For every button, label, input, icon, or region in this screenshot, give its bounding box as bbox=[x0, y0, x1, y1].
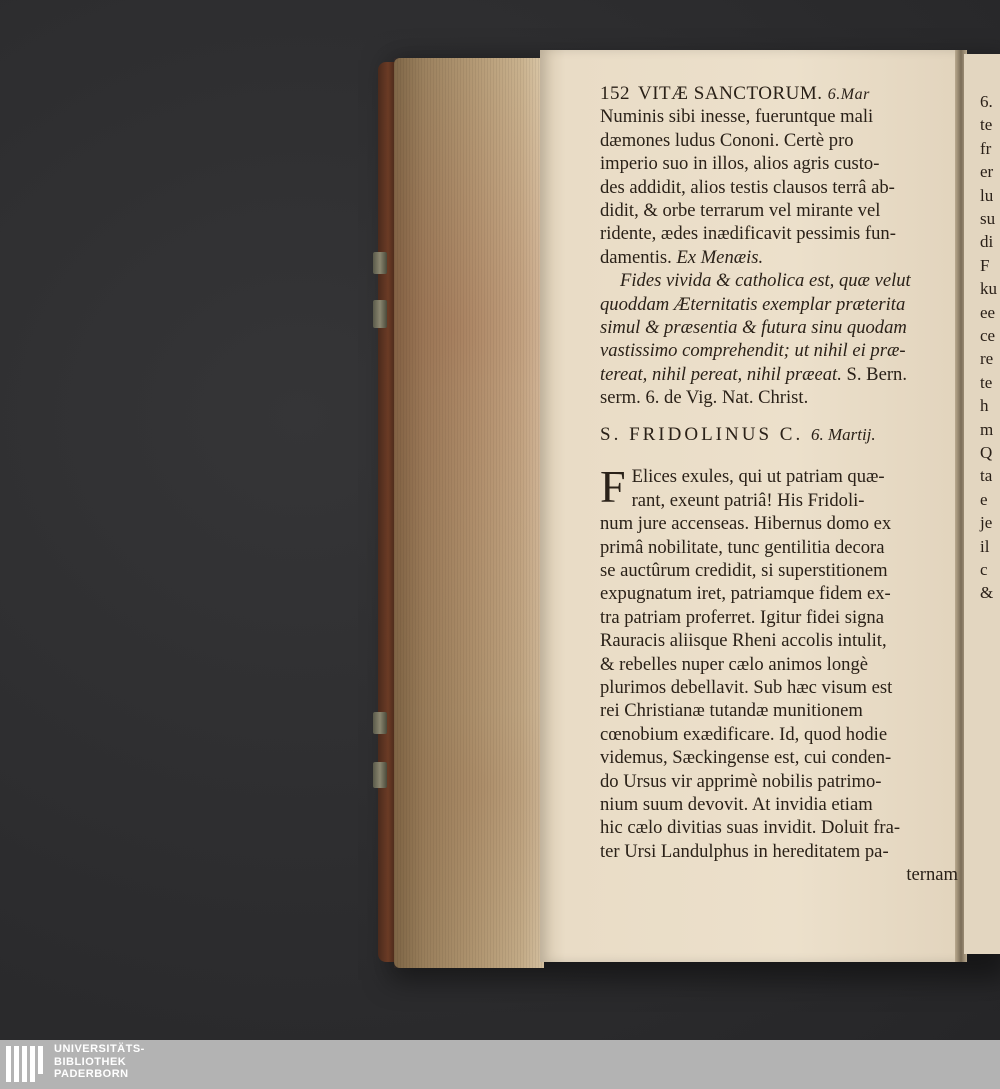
facing-text-fragment: re bbox=[980, 349, 994, 369]
running-title: VITÆ SANCTORUM. bbox=[638, 83, 823, 104]
text-line bbox=[600, 246, 958, 269]
facing-text-fragment: 6. bbox=[980, 92, 993, 111]
text-line: rei Christianæ tutandæ munitionem bbox=[600, 700, 863, 722]
facing-text-fragment: & bbox=[980, 583, 994, 603]
clasp-icon bbox=[373, 252, 387, 274]
facing-text-fragment: F bbox=[980, 255, 990, 275]
page-edges bbox=[394, 58, 544, 968]
running-header bbox=[600, 82, 958, 105]
quote-line: vastissimo comprehendit; ut nihil ei præ- bbox=[600, 340, 906, 362]
facing-text-fragment: ta bbox=[980, 466, 993, 486]
library-name-line: UNIVERSITÄTS- bbox=[54, 1043, 145, 1055]
quote-fragment: tereat, nihil pereat, nihil præeat. bbox=[600, 363, 842, 385]
facing-text-fragment: h bbox=[980, 396, 989, 416]
facing-text-fragment: je bbox=[980, 513, 993, 533]
facing-page bbox=[964, 54, 1000, 954]
facing-text-fragment: ee bbox=[980, 302, 996, 322]
clasp-icon bbox=[373, 762, 387, 788]
facing-text-fragment: er bbox=[980, 162, 994, 182]
section-heading: S. FRIDOLINUS C. bbox=[600, 424, 804, 446]
body-paragraph bbox=[600, 461, 958, 886]
text-line: hic cælo divitias suas invidit. Doluit fra- bbox=[600, 817, 901, 839]
quote-attribution: S. Bern. bbox=[846, 363, 907, 385]
text-line: videmus, Sæckingense est, cui conden- bbox=[600, 747, 892, 769]
facing-text-fragment: te bbox=[980, 372, 993, 392]
page-number: 152 bbox=[600, 83, 630, 104]
page-text bbox=[600, 82, 958, 887]
library-name bbox=[54, 1043, 145, 1081]
section-title bbox=[600, 423, 958, 453]
text-line: dæmones ludus Cononi. Certè pro bbox=[600, 129, 854, 151]
facing-text-fragment: ce bbox=[980, 326, 996, 345]
facing-text-fragment: il bbox=[980, 536, 990, 556]
quote-line bbox=[600, 363, 958, 386]
text-line: primâ nobilitate, tunc gentilitia decora bbox=[600, 536, 885, 558]
text-line: Numinis sibi inesse, fueruntque mali bbox=[600, 106, 874, 128]
text-line: ridente, ædes inædificavit pessimis fun- bbox=[600, 223, 896, 245]
library-logo-icon bbox=[6, 1046, 46, 1082]
text-fragment: damentis. bbox=[600, 246, 672, 268]
text-line: imperio suo in illos, alios agris custo- bbox=[600, 153, 880, 175]
clasp-icon bbox=[373, 300, 387, 328]
facing-text-fragment: lu bbox=[980, 185, 994, 205]
facing-text-fragment: di bbox=[980, 232, 994, 252]
quote-attribution-line: serm. 6. de Vig. Nat. Christ. bbox=[600, 387, 809, 409]
library-name-line: BIBLIOTHEK bbox=[54, 1055, 127, 1068]
body-lines bbox=[600, 512, 958, 863]
text-line: ter Ursi Landulphus in hereditatem pa- bbox=[600, 840, 889, 862]
facing-text-fragment: Q bbox=[980, 443, 993, 462]
text-line: Rauracis aliisque Rheni accolis intulit, bbox=[600, 630, 887, 652]
text-line: & rebelles nuper cælo animos longè bbox=[600, 653, 868, 675]
footer-bar bbox=[0, 1040, 1000, 1089]
source-note: Ex Menæis. bbox=[676, 246, 764, 268]
text-line: plurimos debellavit. Sub hæc visum est bbox=[600, 676, 893, 698]
facing-text-fragment: fr bbox=[980, 138, 992, 158]
text-line: des addidit, alios testis clausos terrâ ab- bbox=[600, 176, 895, 198]
quote-line: quoddam Æternitatis exemplar præterita bbox=[600, 293, 906, 315]
text-line: do Ursus vir apprimè nobilis patrimo- bbox=[600, 770, 882, 792]
text-line: didit, & orbe terrarum vel mirante vel bbox=[600, 199, 881, 221]
text-line: num jure accenseas. Hibernus domo ex bbox=[600, 513, 892, 535]
text-line: expugnatum iret, patriamque fidem ex- bbox=[600, 583, 891, 605]
text-line: se auctûrum credidit, si superstitionem bbox=[600, 560, 888, 582]
library-name-line: PADERBORN bbox=[54, 1068, 129, 1080]
clasp-icon bbox=[373, 712, 387, 734]
facing-text-fragment: te bbox=[980, 115, 993, 135]
text-line: nium suum devovit. At invidia etiam bbox=[600, 793, 873, 815]
facing-text-fragment: ku bbox=[980, 279, 997, 299]
catchword: ternam bbox=[906, 864, 958, 886]
facing-text-fragment: c bbox=[980, 560, 988, 579]
text-line: rant, exeunt patriâ! His Fridoli- bbox=[631, 489, 865, 511]
quote-line: simul & præsentia & futura sinu quodam bbox=[600, 316, 907, 338]
section-date: 6. Martij. bbox=[810, 425, 876, 445]
text-line: cœnobium exædificare. Id, quod hodie bbox=[600, 723, 888, 745]
text-line: tra patriam proferret. Igitur fidei signa bbox=[600, 606, 884, 628]
header-date: 6.Mar bbox=[827, 86, 870, 103]
facing-text-fragment: m bbox=[980, 419, 994, 439]
facing-text-fragment: e bbox=[980, 489, 988, 509]
drop-cap: F bbox=[600, 461, 626, 513]
text-line: Elices exules, qui ut patriam quæ- bbox=[631, 466, 885, 488]
facing-text-fragment: su bbox=[980, 209, 996, 228]
quote-line: Fides vivida & catholica est, quæ velut bbox=[620, 270, 911, 292]
